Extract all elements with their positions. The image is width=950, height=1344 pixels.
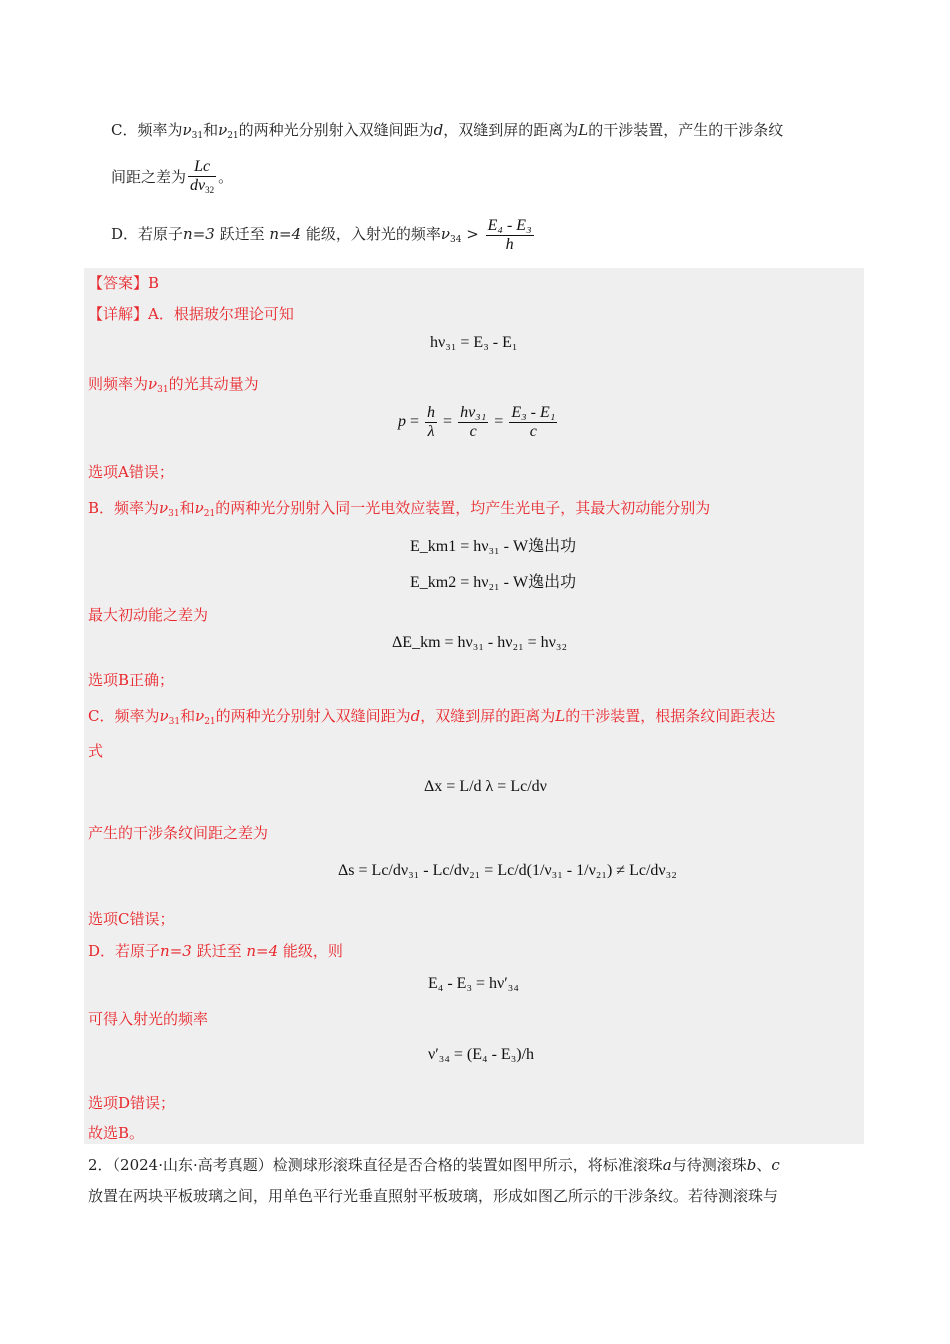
option-c-line2: 间距之差为 $\frac{Lc}{d\nu 32}$ 。 xyxy=(111,155,233,199)
conclusion: 故选B。 xyxy=(88,1124,145,1142)
detail-c-intro: C．频率为$\nu_{31}$和$\nu_{21}$的两种光分别射入双缝间距为d，双缝到屏的距离为L的干涉装置，根据条纹间距表达 xyxy=(88,707,776,727)
equation-8: E₄ - E₃ = hν′₃₄ xyxy=(428,975,519,992)
equation-3: E_km1 = hν₃₁ - W逸出功 xyxy=(410,538,577,555)
question-2-line2: 放置在两块平板玻璃之间，用单色平行光垂直照射平板玻璃，形成如图乙所示的干涉条纹。若待测滚珠与 xyxy=(88,1187,779,1205)
verdict-b: 选项B正确； xyxy=(88,671,175,689)
equation-4: E_km2 = hν₂₁ - W逸出功 xyxy=(410,574,577,591)
d-freq-intro: 可得入射光的频率 xyxy=(88,1010,209,1028)
equation-5: ΔE_km = hν₃₁ - hν₂₁ = hν₃₂ xyxy=(392,634,568,651)
detail-c-intro-line2: 式 xyxy=(88,742,104,760)
equation-6: Δx = L/d λ = Lc/dν xyxy=(424,778,547,795)
verdict-a: 选项A错误； xyxy=(88,463,174,481)
detail-a-intro: 【详解】A．根据玻尔理论可知 xyxy=(88,305,294,323)
answer-label: 【答案】B xyxy=(88,274,160,292)
verdict-c: 选项C错误； xyxy=(88,910,175,928)
verdict-d: 选项D错误； xyxy=(88,1094,176,1112)
b-diff-intro: 最大初动能之差为 xyxy=(88,606,209,624)
c-diff-intro: 产生的干涉条纹间距之差为 xyxy=(88,824,269,842)
option-c-line1: C．频率为$\nu_{31}$和$\nu_{21}$的两种光分别射入双缝间距为d，双缝到屏的距离为L的干涉装置，产生的干涉条纹 xyxy=(111,121,784,141)
option-d-line: D．若原子n=3 跃迁至 n=4 能级，入射光的频率$\nu_{34}$ > $\frac{\text{E₄ - E₃}}{h}$ xyxy=(111,216,532,253)
equation-9: ν′₃₄ = (E₄ - E₃)/h xyxy=(428,1046,535,1063)
equation-2: p = $\frac{h}{\lambda}$ = $\frac{\text{hν₃₁}}{c}$ = $\frac{\text{E₃ - E₁}}{c}$ xyxy=(398,404,556,440)
question-2-line1: 2．（2024·山东·高考真题）检测球形滚珠直径是否合格的装置如图甲所示，将标准滚珠a与待测滚珠b、c xyxy=(88,1156,780,1174)
momentum-intro: 则频率为$\nu_{31}$的光其动量为 xyxy=(88,375,259,395)
detail-b-intro: B．频率为$\nu_{31}$和$\nu_{21}$的两种光分别射入同一光电效应装置，均产生光电子，其最大初动能分别为 xyxy=(88,499,711,519)
detail-d-intro: D．若原子n=3 跃迁至 n=4 能级，则 xyxy=(88,942,343,960)
equation-1: hν₃₁ = E₃ - E₁ xyxy=(430,334,518,351)
equation-7: Δs = Lc/dν₃₁ - Lc/dν₂₁ = Lc/d(1/ν₃₁ - 1/ν₂₁) ≠ Lc/dν₃₂ xyxy=(338,862,677,879)
